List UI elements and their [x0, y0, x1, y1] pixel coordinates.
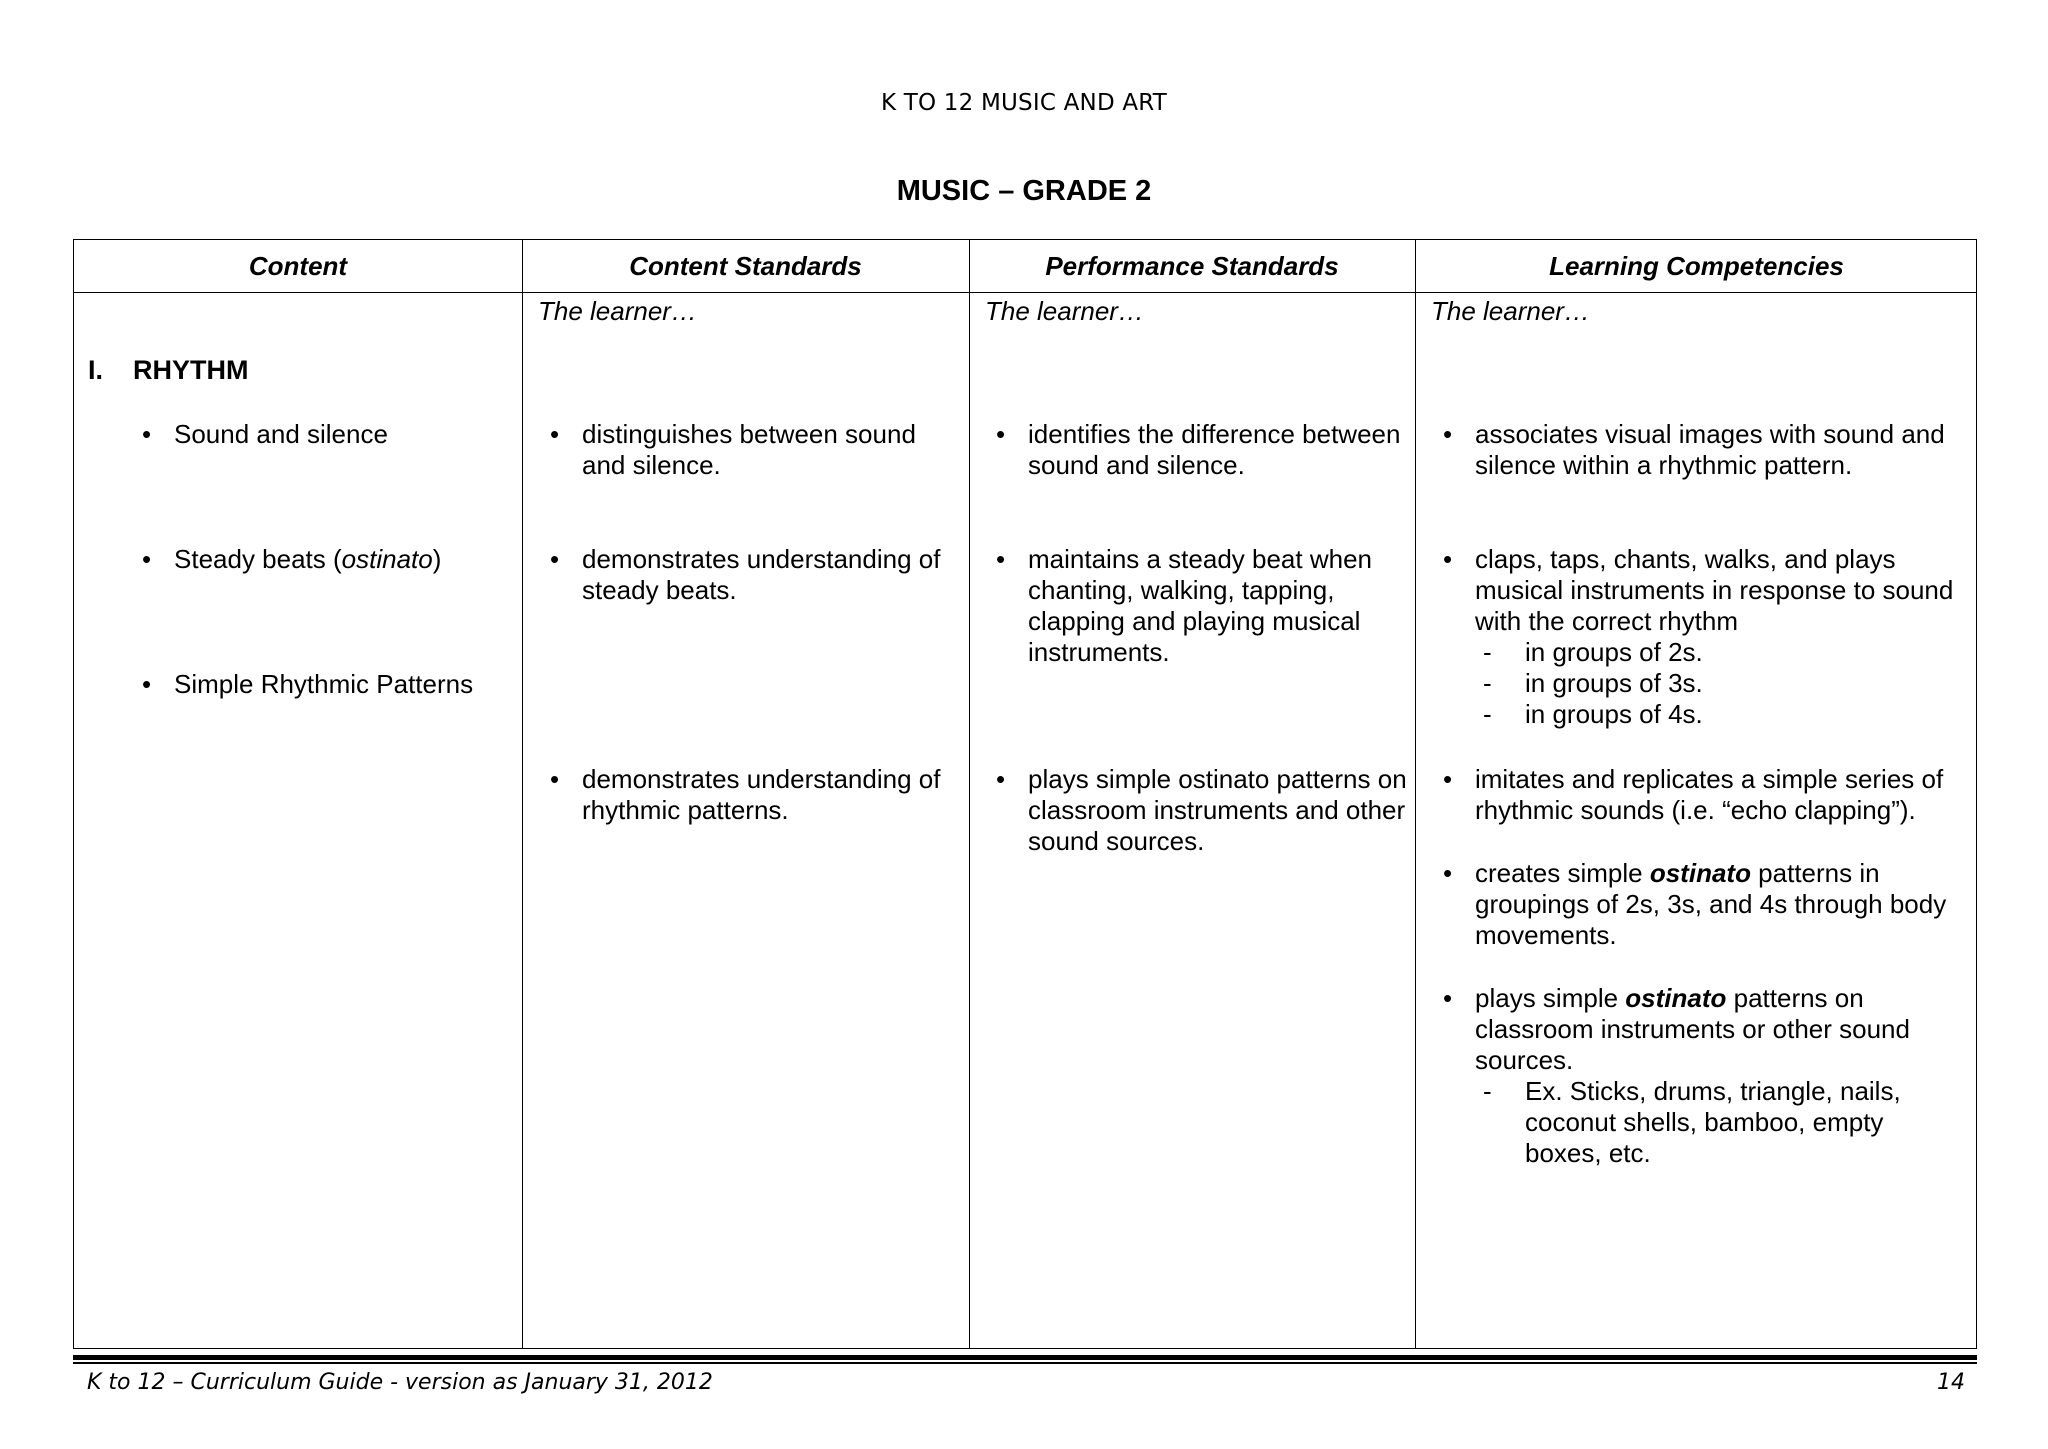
- competency-text: claps, taps, chants, walks, and plays musical instruments in response to sound with the correct rhythm: [1475, 544, 1954, 636]
- column-header-learning-competencies: Learning Competencies: [1549, 251, 1844, 281]
- bullet-icon: •: [550, 544, 560, 574]
- competency-subitem-text: in groups of 4s.: [1525, 699, 1703, 729]
- competency-item: [1443, 764, 1971, 826]
- footer-rule: [73, 1362, 1977, 1364]
- performance-standard-text: identifies the difference between sound and silence.: [1028, 419, 1401, 480]
- bullet-icon: •: [142, 544, 152, 574]
- competency-item: [1443, 983, 1971, 1076]
- content-standard-item: [550, 764, 960, 826]
- section-number: I.: [88, 355, 104, 385]
- performance-standard-item: [996, 544, 1408, 668]
- performance-standard-item: [996, 419, 1408, 481]
- running-title: K TO 12 MUSIC AND ART: [880, 90, 1168, 116]
- bullet-icon: •: [550, 419, 560, 449]
- dash-marker: -: [1483, 699, 1492, 729]
- competency-item: [1443, 419, 1971, 481]
- content-standard-item: [550, 544, 960, 606]
- content-item: [142, 544, 512, 575]
- page-number: 14: [1937, 1370, 1965, 1395]
- performance-standard-text: maintains a steady beat when chanting, walking, tapping, clapping and playing musical instruments.: [1028, 544, 1372, 667]
- content-standard-text: demonstrates understanding of steady beats.: [582, 544, 941, 605]
- column-header-content-standards: Content Standards: [629, 251, 862, 281]
- header-divider: [74, 292, 1976, 293]
- competency-subitem: [1483, 637, 1971, 668]
- footer-rule: [73, 1355, 1977, 1360]
- competency-subitem-text: in groups of 3s.: [1525, 668, 1703, 698]
- competency-subitem: [1483, 1076, 1943, 1169]
- competency-subitem: [1483, 699, 1971, 730]
- competency-text: imitates and replicates a simple series of rhythmic sounds (i.e. “echo clapping”).: [1475, 764, 1944, 825]
- content-item: [142, 419, 512, 450]
- bullet-icon: •: [1443, 419, 1453, 449]
- bullet-icon: •: [996, 764, 1006, 794]
- performance-standard-item: [996, 764, 1408, 857]
- column-divider: [522, 240, 523, 1348]
- bullet-icon: •: [142, 669, 152, 699]
- column-header-content: Content: [248, 251, 348, 281]
- competency-text: plays simple ostinato patterns on classroom instruments or other sound sources.: [1475, 983, 1910, 1075]
- section-title: RHYTHM: [133, 355, 249, 385]
- bullet-icon: •: [550, 764, 560, 794]
- bullet-icon: •: [996, 419, 1006, 449]
- page-title: MUSIC – GRADE 2: [896, 175, 1152, 207]
- bullet-icon: •: [1443, 544, 1453, 574]
- competency-text: creates simple ostinato patterns in groupings of 2s, 3s, and 4s through body movements.: [1475, 858, 1947, 950]
- bullet-icon: •: [1443, 858, 1453, 888]
- competency-item: [1443, 858, 1971, 951]
- competency-subitem-text: in groups of 2s.: [1525, 637, 1703, 667]
- content-standard-item: [550, 419, 960, 481]
- content-standard-text: distinguishes between sound and silence.: [582, 419, 916, 480]
- bullet-icon: •: [1443, 983, 1453, 1013]
- competency-text: associates visual images with sound and silence within a rhythmic pattern.: [1475, 419, 1945, 480]
- dash-marker: -: [1483, 637, 1492, 667]
- bullet-icon: •: [1443, 764, 1453, 794]
- footer-version: K to 12 – Curriculum Guide - version as January 31, 2012: [87, 1370, 713, 1395]
- content-standard-text: demonstrates understanding of rhythmic patterns.: [582, 764, 941, 825]
- content-item-text: Sound and silence: [174, 419, 388, 449]
- bullet-icon: •: [996, 544, 1006, 574]
- column-divider: [1415, 240, 1416, 1348]
- competency-subitem-text: Ex. Sticks, drums, triangle, nails, coconut shells, bamboo, empty boxes, etc.: [1525, 1076, 1901, 1168]
- learner-intro: The learner…: [985, 296, 1144, 326]
- dash-marker: -: [1483, 1076, 1492, 1106]
- dash-marker: -: [1483, 668, 1492, 698]
- competency-subitem: [1483, 668, 1971, 699]
- curriculum-table: [73, 239, 1977, 1349]
- learner-intro: The learner…: [1431, 296, 1590, 326]
- content-item-text: Simple Rhythmic Patterns: [174, 669, 474, 699]
- learner-intro: The learner…: [538, 296, 697, 326]
- performance-standard-text: plays simple ostinato patterns on classroom instruments and other sound sources.: [1028, 764, 1407, 856]
- bullet-icon: •: [142, 419, 152, 449]
- content-item: [142, 669, 512, 700]
- competency-item: [1443, 544, 1971, 637]
- column-divider: [969, 240, 970, 1348]
- column-header-performance-standards: Performance Standards: [1045, 251, 1339, 281]
- content-item-text: Steady beats (ostinato): [174, 544, 442, 574]
